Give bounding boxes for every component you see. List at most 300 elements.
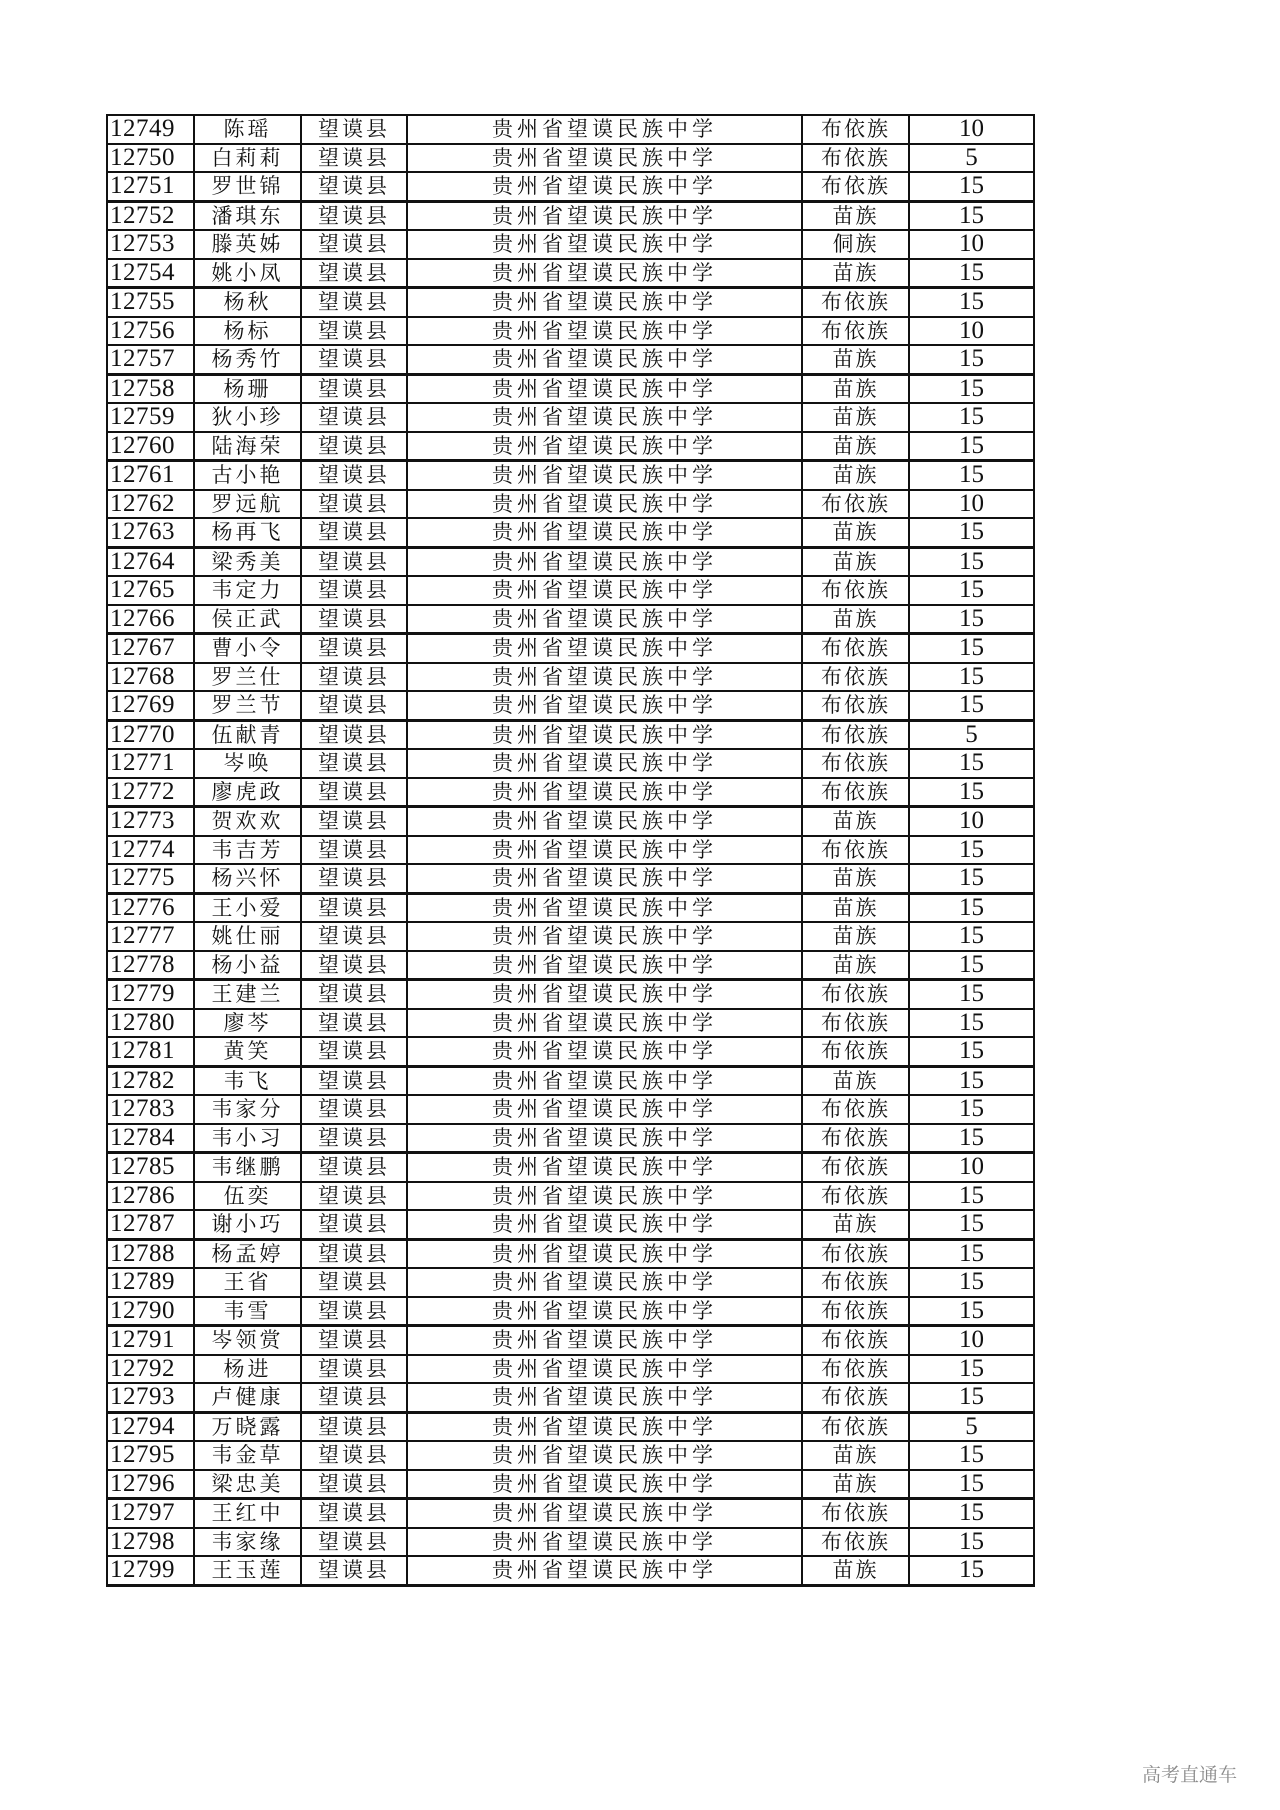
cell-id: 12764	[107, 547, 194, 576]
cell-county: 望谟县	[301, 1470, 407, 1499]
cell-name: 廖芩	[194, 1009, 301, 1038]
cell-county: 望谟县	[301, 461, 407, 490]
cell-name: 韦家分	[194, 1095, 301, 1124]
cell-name: 狄小珍	[194, 403, 301, 432]
cell-county: 望谟县	[301, 634, 407, 663]
cell-id: 12749	[107, 115, 194, 144]
roster-body	[107, 115, 1034, 1585]
cell-school: 贵州省望谟民族中学	[407, 864, 802, 893]
cell-id: 12752	[107, 201, 194, 230]
cell-name: 韦继鹏	[194, 1153, 301, 1182]
cell-ethnicity: 布依族	[802, 836, 909, 865]
cell-name: 杨珊	[194, 374, 301, 403]
cell-name: 陈瑶	[194, 115, 301, 144]
cell-score: 15	[909, 778, 1034, 807]
cell-school: 贵州省望谟民族中学	[407, 1355, 802, 1384]
cell-school: 贵州省望谟民族中学	[407, 1412, 802, 1441]
cell-score: 15	[909, 547, 1034, 576]
table-row	[107, 951, 1034, 980]
cell-school: 贵州省望谟民族中学	[407, 1066, 802, 1095]
watermark-text: 高考直通车	[1142, 1764, 1238, 1786]
cell-name: 韦金草	[194, 1441, 301, 1470]
cell-ethnicity: 布依族	[802, 720, 909, 749]
cell-id: 12786	[107, 1182, 194, 1211]
cell-id: 12779	[107, 980, 194, 1009]
cell-name: 王省	[194, 1268, 301, 1297]
cell-id: 12768	[107, 663, 194, 692]
table-row	[107, 1210, 1034, 1239]
cell-school: 贵州省望谟民族中学	[407, 1441, 802, 1470]
cell-id: 12789	[107, 1268, 194, 1297]
table-row	[107, 1470, 1034, 1499]
cell-score: 10	[909, 115, 1034, 144]
cell-id: 12791	[107, 1326, 194, 1355]
cell-school: 贵州省望谟民族中学	[407, 1470, 802, 1499]
cell-id: 12773	[107, 807, 194, 836]
cell-score: 15	[909, 576, 1034, 605]
cell-ethnicity: 苗族	[802, 259, 909, 288]
cell-score: 15	[909, 288, 1034, 317]
table-row	[107, 778, 1034, 807]
cell-county: 望谟县	[301, 980, 407, 1009]
cell-name: 梁忠美	[194, 1470, 301, 1499]
cell-id: 12767	[107, 634, 194, 663]
cell-ethnicity: 苗族	[802, 403, 909, 432]
cell-ethnicity: 布依族	[802, 1153, 909, 1182]
cell-county: 望谟县	[301, 691, 407, 720]
table-row	[107, 893, 1034, 922]
cell-county: 望谟县	[301, 778, 407, 807]
cell-county: 望谟县	[301, 951, 407, 980]
table-row	[107, 490, 1034, 519]
cell-name: 杨小益	[194, 951, 301, 980]
cell-score: 15	[909, 1124, 1034, 1153]
cell-school: 贵州省望谟民族中学	[407, 691, 802, 720]
cell-county: 望谟县	[301, 720, 407, 749]
cell-id: 12792	[107, 1355, 194, 1384]
cell-score: 15	[909, 836, 1034, 865]
cell-score: 15	[909, 1499, 1034, 1528]
cell-ethnicity: 布依族	[802, 1326, 909, 1355]
cell-id: 12754	[107, 259, 194, 288]
cell-name: 杨再飞	[194, 518, 301, 547]
cell-score: 15	[909, 461, 1034, 490]
cell-id: 12788	[107, 1239, 194, 1268]
cell-name: 谢小巧	[194, 1210, 301, 1239]
cell-school: 贵州省望谟民族中学	[407, 605, 802, 634]
cell-ethnicity: 苗族	[802, 807, 909, 836]
cell-id: 12781	[107, 1037, 194, 1066]
cell-name: 杨孟婷	[194, 1239, 301, 1268]
table-row	[107, 1297, 1034, 1326]
cell-id: 12762	[107, 490, 194, 519]
cell-name: 韦家缘	[194, 1528, 301, 1557]
cell-ethnicity: 苗族	[802, 951, 909, 980]
cell-id: 12784	[107, 1124, 194, 1153]
cell-id: 12766	[107, 605, 194, 634]
roster-table	[106, 114, 1035, 1587]
cell-county: 望谟县	[301, 374, 407, 403]
table-row	[107, 1528, 1034, 1557]
cell-id: 12756	[107, 317, 194, 346]
cell-score: 15	[909, 1528, 1034, 1557]
cell-ethnicity: 布依族	[802, 1355, 909, 1384]
cell-score: 15	[909, 1095, 1034, 1124]
cell-name: 陆海荣	[194, 432, 301, 461]
cell-ethnicity: 布依族	[802, 1037, 909, 1066]
cell-school: 贵州省望谟民族中学	[407, 432, 802, 461]
cell-school: 贵州省望谟民族中学	[407, 836, 802, 865]
cell-school: 贵州省望谟民族中学	[407, 922, 802, 951]
cell-school: 贵州省望谟民族中学	[407, 230, 802, 259]
cell-name: 韦吉芳	[194, 836, 301, 865]
table-row	[107, 1412, 1034, 1441]
table-row	[107, 1182, 1034, 1211]
cell-county: 望谟县	[301, 893, 407, 922]
cell-id: 12761	[107, 461, 194, 490]
cell-name: 姚仕丽	[194, 922, 301, 951]
cell-ethnicity: 布依族	[802, 1095, 909, 1124]
table-row	[107, 720, 1034, 749]
table-row	[107, 115, 1034, 144]
table-row	[107, 1441, 1034, 1470]
cell-school: 贵州省望谟民族中学	[407, 1210, 802, 1239]
cell-school: 贵州省望谟民族中学	[407, 1326, 802, 1355]
table-row	[107, 1239, 1034, 1268]
cell-ethnicity: 布依族	[802, 634, 909, 663]
table-row	[107, 259, 1034, 288]
cell-school: 贵州省望谟民族中学	[407, 1297, 802, 1326]
cell-id: 12771	[107, 749, 194, 778]
cell-ethnicity: 苗族	[802, 432, 909, 461]
cell-school: 贵州省望谟民族中学	[407, 115, 802, 144]
cell-id: 12769	[107, 691, 194, 720]
cell-county: 望谟县	[301, 115, 407, 144]
cell-id: 12796	[107, 1470, 194, 1499]
cell-name: 王建兰	[194, 980, 301, 1009]
cell-name: 杨进	[194, 1355, 301, 1384]
cell-name: 白莉莉	[194, 144, 301, 173]
cell-ethnicity: 苗族	[802, 864, 909, 893]
cell-score: 15	[909, 518, 1034, 547]
cell-school: 贵州省望谟民族中学	[407, 749, 802, 778]
cell-id: 12778	[107, 951, 194, 980]
cell-school: 贵州省望谟民族中学	[407, 720, 802, 749]
cell-id: 12780	[107, 1009, 194, 1038]
cell-ethnicity: 布依族	[802, 172, 909, 201]
cell-school: 贵州省望谟民族中学	[407, 980, 802, 1009]
table-row	[107, 403, 1034, 432]
table-row	[107, 172, 1034, 201]
cell-county: 望谟县	[301, 403, 407, 432]
cell-name: 卢健康	[194, 1383, 301, 1412]
cell-ethnicity: 布依族	[802, 1412, 909, 1441]
cell-county: 望谟县	[301, 663, 407, 692]
cell-score: 15	[909, 172, 1034, 201]
cell-county: 望谟县	[301, 1066, 407, 1095]
cell-name: 梁秀美	[194, 547, 301, 576]
cell-score: 15	[909, 1009, 1034, 1038]
cell-school: 贵州省望谟民族中学	[407, 201, 802, 230]
cell-ethnicity: 布依族	[802, 691, 909, 720]
cell-name: 万晓露	[194, 1412, 301, 1441]
cell-id: 12750	[107, 144, 194, 173]
cell-score: 10	[909, 230, 1034, 259]
cell-score: 15	[909, 432, 1034, 461]
table-row	[107, 1556, 1034, 1585]
cell-name: 罗兰仕	[194, 663, 301, 692]
cell-school: 贵州省望谟民族中学	[407, 490, 802, 519]
cell-county: 望谟县	[301, 547, 407, 576]
cell-id: 12797	[107, 1499, 194, 1528]
table-row	[107, 547, 1034, 576]
table-row	[107, 1268, 1034, 1297]
table-row	[107, 345, 1034, 374]
cell-county: 望谟县	[301, 576, 407, 605]
cell-ethnicity: 苗族	[802, 547, 909, 576]
table-row	[107, 1499, 1034, 1528]
table-row	[107, 230, 1034, 259]
cell-id: 12777	[107, 922, 194, 951]
cell-id: 12775	[107, 864, 194, 893]
cell-id: 12758	[107, 374, 194, 403]
cell-ethnicity: 布依族	[802, 1297, 909, 1326]
cell-ethnicity: 布依族	[802, 1383, 909, 1412]
table-row	[107, 864, 1034, 893]
cell-school: 贵州省望谟民族中学	[407, 1239, 802, 1268]
cell-score: 15	[909, 691, 1034, 720]
cell-score: 15	[909, 893, 1034, 922]
table-row	[107, 1383, 1034, 1412]
table-row	[107, 1153, 1034, 1182]
cell-score: 15	[909, 864, 1034, 893]
cell-score: 15	[909, 1268, 1034, 1297]
cell-ethnicity: 苗族	[802, 1210, 909, 1239]
cell-ethnicity: 苗族	[802, 345, 909, 374]
cell-ethnicity: 苗族	[802, 518, 909, 547]
cell-score: 15	[909, 605, 1034, 634]
table-row	[107, 461, 1034, 490]
cell-county: 望谟县	[301, 1383, 407, 1412]
cell-name: 伍奕	[194, 1182, 301, 1211]
cell-name: 王玉莲	[194, 1556, 301, 1585]
cell-county: 望谟县	[301, 518, 407, 547]
table-row	[107, 980, 1034, 1009]
cell-ethnicity: 布依族	[802, 1239, 909, 1268]
cell-id: 12770	[107, 720, 194, 749]
cell-score: 15	[909, 1066, 1034, 1095]
cell-score: 15	[909, 1037, 1034, 1066]
table-row	[107, 201, 1034, 230]
cell-school: 贵州省望谟民族中学	[407, 1095, 802, 1124]
cell-school: 贵州省望谟民族中学	[407, 1383, 802, 1412]
cell-name: 伍献青	[194, 720, 301, 749]
cell-county: 望谟县	[301, 1153, 407, 1182]
cell-ethnicity: 苗族	[802, 461, 909, 490]
cell-score: 10	[909, 490, 1034, 519]
cell-id: 12782	[107, 1066, 194, 1095]
cell-ethnicity: 布依族	[802, 778, 909, 807]
cell-ethnicity: 侗族	[802, 230, 909, 259]
cell-county: 望谟县	[301, 1009, 407, 1038]
cell-score: 15	[909, 1441, 1034, 1470]
cell-score: 15	[909, 259, 1034, 288]
cell-name: 罗世锦	[194, 172, 301, 201]
table-row	[107, 374, 1034, 403]
cell-score: 10	[909, 1326, 1034, 1355]
cell-name: 曹小令	[194, 634, 301, 663]
cell-ethnicity: 布依族	[802, 288, 909, 317]
cell-name: 滕英姊	[194, 230, 301, 259]
cell-name: 杨兴怀	[194, 864, 301, 893]
cell-score: 10	[909, 317, 1034, 346]
cell-county: 望谟县	[301, 605, 407, 634]
cell-score: 15	[909, 980, 1034, 1009]
cell-ethnicity: 苗族	[802, 1441, 909, 1470]
cell-county: 望谟县	[301, 807, 407, 836]
table-row	[107, 317, 1034, 346]
cell-id: 12765	[107, 576, 194, 605]
cell-id: 12776	[107, 893, 194, 922]
cell-ethnicity: 苗族	[802, 605, 909, 634]
cell-score: 5	[909, 720, 1034, 749]
cell-county: 望谟县	[301, 201, 407, 230]
cell-county: 望谟县	[301, 288, 407, 317]
table-row	[107, 1326, 1034, 1355]
cell-county: 望谟县	[301, 490, 407, 519]
cell-ethnicity: 布依族	[802, 115, 909, 144]
cell-score: 5	[909, 1412, 1034, 1441]
table-row	[107, 1124, 1034, 1153]
cell-school: 贵州省望谟民族中学	[407, 288, 802, 317]
cell-id: 12763	[107, 518, 194, 547]
cell-score: 15	[909, 201, 1034, 230]
cell-ethnicity: 苗族	[802, 922, 909, 951]
cell-school: 贵州省望谟民族中学	[407, 663, 802, 692]
cell-county: 望谟县	[301, 1210, 407, 1239]
table-row	[107, 749, 1034, 778]
table-row	[107, 605, 1034, 634]
cell-county: 望谟县	[301, 1095, 407, 1124]
cell-id: 12774	[107, 836, 194, 865]
cell-school: 贵州省望谟民族中学	[407, 144, 802, 173]
cell-county: 望谟县	[301, 749, 407, 778]
cell-county: 望谟县	[301, 172, 407, 201]
cell-school: 贵州省望谟民族中学	[407, 259, 802, 288]
cell-ethnicity: 布依族	[802, 576, 909, 605]
cell-school: 贵州省望谟民族中学	[407, 1268, 802, 1297]
cell-ethnicity: 布依族	[802, 490, 909, 519]
cell-ethnicity: 布依族	[802, 1528, 909, 1557]
cell-ethnicity: 布依族	[802, 144, 909, 173]
cell-county: 望谟县	[301, 1499, 407, 1528]
cell-score: 15	[909, 1239, 1034, 1268]
cell-school: 贵州省望谟民族中学	[407, 1124, 802, 1153]
cell-county: 望谟县	[301, 259, 407, 288]
cell-county: 望谟县	[301, 1124, 407, 1153]
cell-school: 贵州省望谟民族中学	[407, 518, 802, 547]
cell-county: 望谟县	[301, 1355, 407, 1384]
table-row	[107, 807, 1034, 836]
cell-county: 望谟县	[301, 1412, 407, 1441]
cell-id: 12787	[107, 1210, 194, 1239]
cell-id: 12772	[107, 778, 194, 807]
cell-name: 黄笑	[194, 1037, 301, 1066]
cell-id: 12753	[107, 230, 194, 259]
cell-name: 姚小凤	[194, 259, 301, 288]
cell-id: 12783	[107, 1095, 194, 1124]
cell-school: 贵州省望谟民族中学	[407, 1499, 802, 1528]
cell-id: 12785	[107, 1153, 194, 1182]
cell-county: 望谟县	[301, 230, 407, 259]
cell-score: 15	[909, 1556, 1034, 1585]
cell-score: 15	[909, 1182, 1034, 1211]
cell-ethnicity: 苗族	[802, 1470, 909, 1499]
cell-ethnicity: 布依族	[802, 749, 909, 778]
cell-school: 贵州省望谟民族中学	[407, 576, 802, 605]
cell-score: 15	[909, 663, 1034, 692]
cell-school: 贵州省望谟民族中学	[407, 1009, 802, 1038]
cell-score: 15	[909, 374, 1034, 403]
cell-id: 12799	[107, 1556, 194, 1585]
cell-school: 贵州省望谟民族中学	[407, 1182, 802, 1211]
cell-score: 15	[909, 345, 1034, 374]
cell-name: 韦雪	[194, 1297, 301, 1326]
cell-county: 望谟县	[301, 1528, 407, 1557]
table-row	[107, 144, 1034, 173]
cell-ethnicity: 布依族	[802, 980, 909, 1009]
cell-county: 望谟县	[301, 317, 407, 346]
cell-ethnicity: 布依族	[802, 1124, 909, 1153]
cell-id: 12760	[107, 432, 194, 461]
cell-ethnicity: 布依族	[802, 663, 909, 692]
cell-school: 贵州省望谟民族中学	[407, 893, 802, 922]
cell-county: 望谟县	[301, 864, 407, 893]
cell-name: 韦小习	[194, 1124, 301, 1153]
cell-id: 12790	[107, 1297, 194, 1326]
cell-name: 罗远航	[194, 490, 301, 519]
cell-name: 岑唤	[194, 749, 301, 778]
table-row	[107, 1037, 1034, 1066]
cell-score: 10	[909, 1153, 1034, 1182]
cell-name: 贺欢欢	[194, 807, 301, 836]
cell-ethnicity: 苗族	[802, 1556, 909, 1585]
table-row	[107, 288, 1034, 317]
cell-score: 15	[909, 1210, 1034, 1239]
cell-name: 古小艳	[194, 461, 301, 490]
cell-school: 贵州省望谟民族中学	[407, 1153, 802, 1182]
table-row	[107, 922, 1034, 951]
cell-name: 王红中	[194, 1499, 301, 1528]
cell-name: 韦定力	[194, 576, 301, 605]
cell-school: 贵州省望谟民族中学	[407, 461, 802, 490]
cell-ethnicity: 布依族	[802, 1499, 909, 1528]
cell-score: 15	[909, 1383, 1034, 1412]
cell-county: 望谟县	[301, 922, 407, 951]
cell-school: 贵州省望谟民族中学	[407, 1037, 802, 1066]
cell-name: 杨标	[194, 317, 301, 346]
cell-school: 贵州省望谟民族中学	[407, 403, 802, 432]
cell-name: 杨秋	[194, 288, 301, 317]
table-row	[107, 836, 1034, 865]
cell-name: 岑领赏	[194, 1326, 301, 1355]
cell-score: 15	[909, 1355, 1034, 1384]
cell-id: 12757	[107, 345, 194, 374]
cell-school: 贵州省望谟民族中学	[407, 778, 802, 807]
cell-county: 望谟县	[301, 144, 407, 173]
cell-id: 12759	[107, 403, 194, 432]
table-row	[107, 1095, 1034, 1124]
